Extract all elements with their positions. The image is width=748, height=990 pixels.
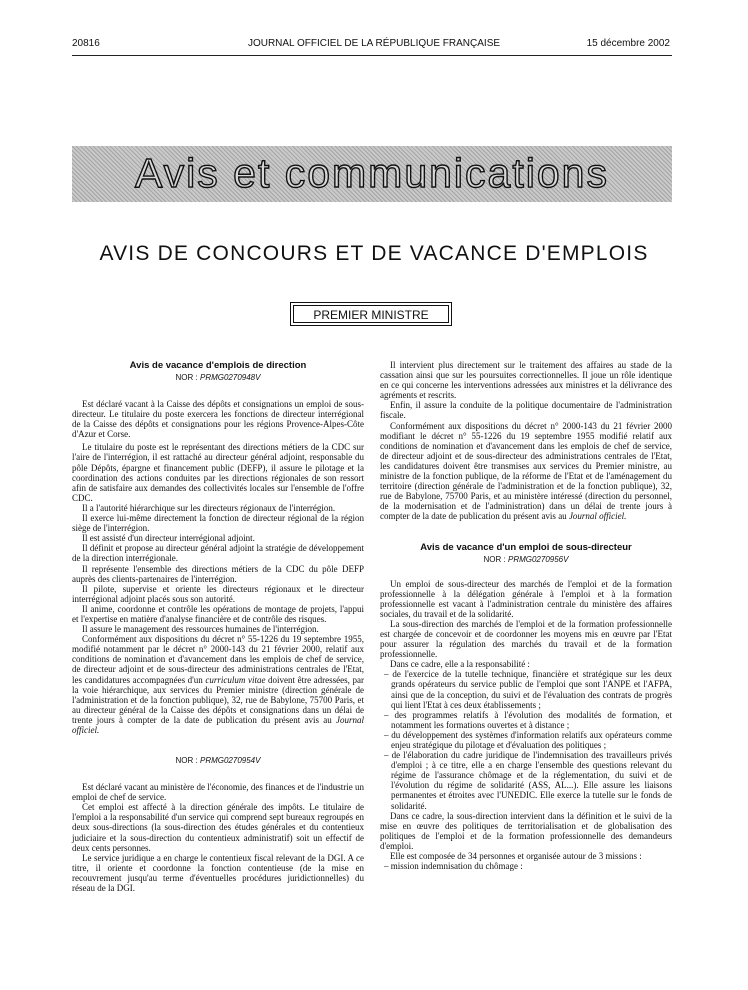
paragraph: Est déclaré vacant au ministère de l'économie, des finances et de l'industrie un emploi de chef de service. [72,782,364,803]
ministry-label: PREMIER MINISTRE [293,305,449,323]
banner-title: Avis et communications [135,150,609,196]
responsibility-list [380,669,672,810]
issue-date: 15 décembre 2002 [586,38,670,49]
notice-heading: Avis de vacance d'un emploi de sous-directeur [420,541,632,553]
paragraph: Il exerce lui-même directement la fonction de directeur régional de la région siège de l'interrégion. [72,513,364,534]
notice-heading: Avis de vacance d'emplois de direction [129,360,307,371]
page-number: 20816 [72,38,100,49]
list-item: – de l'exercice de la tutelle technique, financière et stratégique sur les deux grands opérateurs du service public de l'emploi que sont l'ANPE et l'AFPA, ainsi que de la conception, du suivi et de l'évaluation des contrats de progrès qui lient l'Etat à ces deux établissements ; [380,669,672,709]
paragraph: La sous-direction des marchés de l'emploi et de la formation professionnelle est chargée de concevoir et de coordonner les moyens mis en œuvre par l'Etat pour assurer la régulation des marchés du travail et de la formation professionnelle. [380,618,672,660]
paragraph: Enfin, il assure la conduite de la politique documentaire de l'administration fiscale. [380,400,672,421]
ministry-box [290,302,452,326]
paragraph: Conformément aux dispositions du décret n° 2000-143 du 21 février 2000 modifiant le décret n° 55-1226 du 19 septembre 1955 modifié relatif aux conditions de nomination et d'avancement dans les emplois de chef de service, de directeur adjoint et de sous-directeur des administrations centrales de l'Etat, les candidatures doivent être transmises aux services du Premier ministre, au ministre de la fonction publique, de la réforme de l'Etat et de l'aménagement du territoire (direction générale de l'administration et de la fonction publique), 32, rue de Babylone, 75700 Paris, et au ministère intéressé (direction du personnel, de la modernisation et de l'administration) dans un délai de trente jours à compter de la date de publication du présent avis au Journal officiel. [380,420,672,522]
nor-reference: NOR : PRMG0270948V [175,373,261,382]
missions-list [380,861,672,871]
paragraph: Elle est composée de 34 personnes et organisée autour de 3 missions : [390,851,642,862]
paragraph: Il assure le management des ressources humaines de l'interrégion. [82,624,319,635]
nor-reference: NOR : PRMG0270956V [483,554,569,564]
paragraph: Il est assisté d'un directeur interrégional adjoint. [82,533,255,544]
journal-title: JOURNAL OFFICIEL DE LA RÉPUBLIQUE FRANÇAISE [247,38,501,49]
paragraph: Il définit et propose au directeur général adjoint la stratégie de développement de la direction interrégionale. [72,543,364,564]
paragraph: Il anime, coordonne et contrôle les opérations de montage de projets, l'appui et l'expertise en matière d'analyse financière et de contrôle des risques. [72,603,364,624]
paragraph: Le titulaire du poste est le représentant des directions métiers de la CDC sur l'aire de l'interrégion, il est rattaché au directeur général adjoint, responsable du pôle Dépôts, épargne et financement public (DEFP), il assure le pilotage et la coordination des actions conduites par les directions régionales de son ressort afin de satisfaire aux demandes des collectivités locales sur l'ensemble de l'offre CDC. [72,442,364,503]
list-item: – des programmes relatifs à l'évolution des modalités de formation, et notamment les formations ouvertes et à distance ; [380,710,672,730]
paragraph: Est déclaré vacant à la Caisse des dépôts et consignations un emploi de sous-directeur. Le titulaire du poste exercera les fonctions de directeur interrégional de la Caisse des dépôts et consignations pour les régions Provence-Alpes-Côte d'Azur et Corse. [72,399,364,440]
paragraph: Conformément aux dispositions du décret n° 55-1226 du 19 septembre 1955, modifié notamment par le décret n° 2000-143 du 21 février 2000, relatif aux conditions de nomination et d'avancement dans les emplois de chef de service, de directeur adjoint et de sous-directeur des administrations centrales de l'Etat, les candidatures accompagnées d'un curriculum vitae doivent être adressées, par la voie hiérarchique, aux services du Premier ministre (direction générale de l'administration et de la fonction publique), 32, rue de Babylone, 75700 Paris, et au directeur général de la Caisse des dépôts et consignations dans un délai de trente jours à compter de la date de publication du présent avis au Journal officiel. [72,634,365,735]
header-rule [72,55,672,56]
list-item: – mission indemnisation du chômage : [380,861,672,871]
paragraph: Il a l'autorité hiérarchique sur les directeurs régionaux de l'interrégion. [82,502,336,513]
paragraph: Cet emploi est affecté à la direction générale des impôts. Le titulaire de l'emploi a la responsabilité d'un service qui comprend sept bureaux regroupés en deux sous-directions (la sous-direction des études générales et du contentieux judiciaire et la sous-direction du contentieux administratif) soit un effectif de deux cents personnes. [72,802,364,853]
paragraph: Le service juridique a en charge le contentieux fiscal relevant de la DGI. A ce titre, il oriente et coordonne la fonction contentieuse (de la mise en recouvrement jusqu'au terme d'éventuelles procédures juridictionnelles) du réseau de la DGI. [72,852,364,894]
nor-reference: NOR : PRMG0270954V [175,756,261,766]
paragraph: Un emploi de sous-directeur des marchés de l'emploi et de la formation professionnelle à la délégation générale à l'emploi et à la formation professionnelle est vacant à l'administration centrale du ministère des affaires sociales, du travail et de la solidarité. [380,578,672,619]
paragraph: Dans ce cadre, la sous-direction intervient dans la définition et le suivi de la mise en œuvre des politiques de territorialisation et de globalisation des politiques de l'emploi et de la formation professionnelle des demandeurs d'emploi. [380,810,672,851]
list-item: – de l'élaboration du cadre juridique de l'indemnisation des travailleurs privés d'emploi ; à ce titre, elle a en charge l'ensemble des questions relevant du régime de l'assurance chômage et de la réglementation, du suivi et de l'évolution du régime de solidarité (ASS, AL...). Elle assure les liaisons permanentes et étroites avec l'UNEDIC. Elle exerce la tutelle sur le fonds de solidarité. [380,750,672,811]
section-title: AVIS DE CONCOURS ET DE VACANCE D'EMPLOIS [99,242,649,265]
running-head [0,38,748,54]
paragraph: Il représente l'ensemble des directions métiers de la CDC du pôle DEFP auprès des clients-partenaires de l'interrégion. [72,563,364,584]
right-column [380,360,672,871]
list-item: – du développement des systèmes d'information relatifs aux opérateurs comme enjeu stratégique du pilotage et d'évaluation des politiques ; [380,730,672,750]
paragraph: Dans ce cadre, elle a la responsabilité : [390,659,530,670]
paragraph: Il intervient plus directement sur le traitement des affaires au stade de la cassation ainsi que sur les poursuites correctionnelles. Il joue un rôle identique en ce qui concerne les interventions adressées aux ministres et la délivrance des agréments et rescrits. [380,360,672,401]
paragraph: Il pilote, supervise et oriente les directeurs régionaux et le directeur interrégional adjoint placés sous son autorité. [72,583,364,604]
section-banner [72,146,672,202]
left-column [72,360,364,893]
